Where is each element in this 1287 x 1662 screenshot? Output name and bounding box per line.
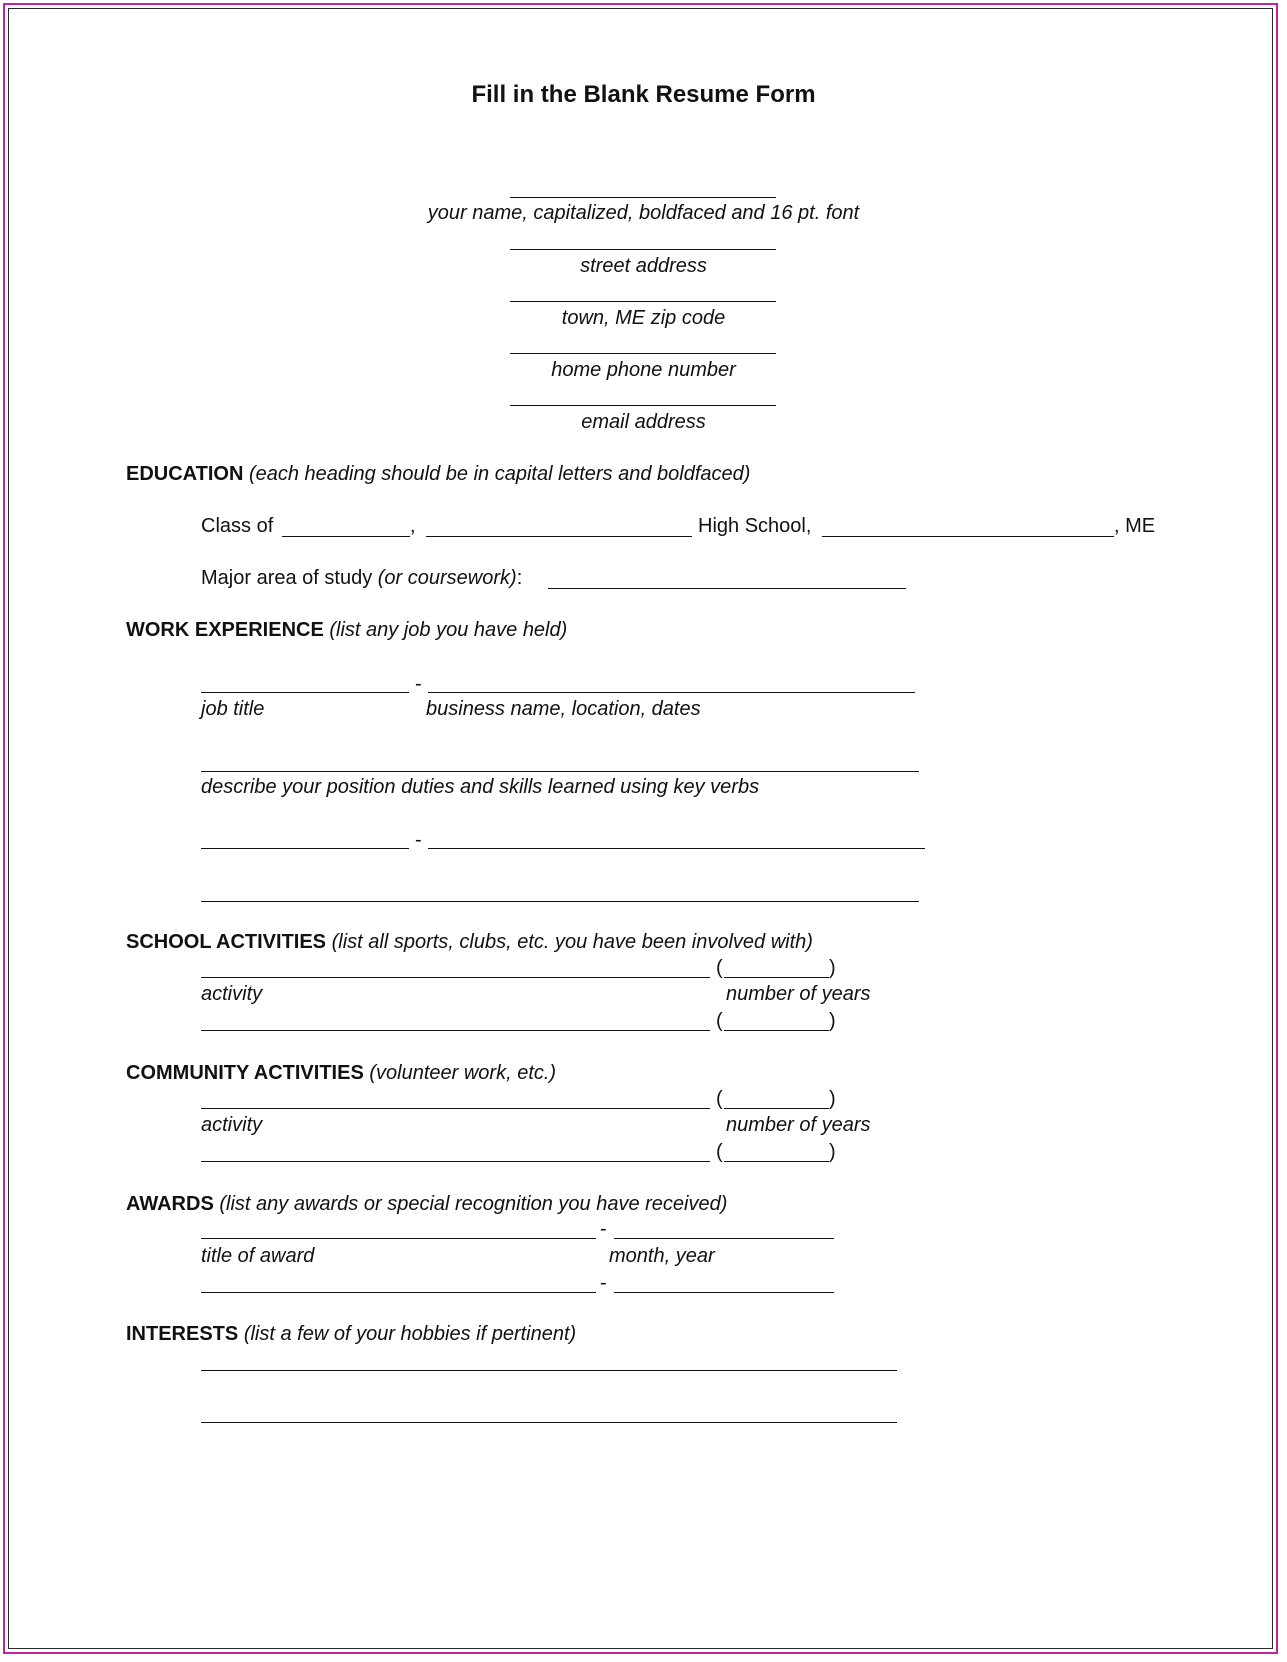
street-address-label: street address: [580, 255, 707, 277]
phone-label: home phone number: [551, 359, 736, 381]
major-note: (or coursework): [377, 567, 517, 589]
school-activities-note: (list all sports, clubs, etc. you have been involved with): [331, 931, 813, 953]
award-date-blank-1[interactable]: [614, 1238, 834, 1239]
email-label: email address: [581, 411, 706, 433]
community-activity-label: activity: [201, 1114, 263, 1136]
name-label: your name, capitalized, boldfaced and 16 pt. font: [427, 202, 860, 224]
education-heading-row: [126, 462, 750, 486]
high-school-name-blank[interactable]: [426, 536, 692, 537]
job-dash-2: -: [415, 829, 422, 851]
school-activities-heading: SCHOOL ACTIVITIES: [126, 931, 327, 953]
school-years-label: number of years: [726, 983, 871, 1005]
high-school-town-blank[interactable]: [822, 536, 1114, 537]
award-dash-1: -: [600, 1218, 607, 1240]
email-blank[interactable]: [510, 405, 776, 406]
community-activity-blank-2[interactable]: [201, 1161, 710, 1162]
community-heading-row: [126, 1061, 556, 1085]
phone-blank[interactable]: [510, 353, 776, 354]
award-title-label: title of award: [201, 1245, 315, 1267]
community-paren-open-2: (: [716, 1141, 723, 1163]
school-activity-blank-1[interactable]: [201, 977, 710, 978]
education-note: (each heading should be in capital letters and boldfaced): [248, 463, 751, 485]
school-paren-open-1: (: [716, 957, 723, 979]
name-blank[interactable]: [510, 197, 776, 198]
award-title-blank-2[interactable]: [201, 1292, 596, 1293]
major-blank[interactable]: [548, 588, 906, 589]
award-date-label: month, year: [609, 1245, 715, 1267]
awards-heading: AWARDS: [126, 1193, 214, 1215]
community-note: (volunteer work, etc.): [369, 1062, 557, 1084]
community-paren-open-1: (: [716, 1088, 723, 1110]
community-activity-blank-1[interactable]: [201, 1108, 710, 1109]
job-title-label: job title: [201, 698, 265, 720]
class-year-blank[interactable]: [282, 536, 410, 537]
class-of-label: Class of: [201, 515, 274, 537]
school-paren-open-2: (: [716, 1010, 723, 1032]
major-row: [201, 566, 522, 590]
describe-blank-1[interactable]: [201, 771, 919, 772]
business-blank-2[interactable]: [428, 848, 925, 849]
interests-blank-1[interactable]: [201, 1370, 897, 1371]
school-paren-close-1: ): [829, 957, 836, 979]
school-activity-label: activity: [201, 983, 263, 1005]
work-note: (list any job you have held): [329, 619, 568, 641]
high-school-label: High School,: [698, 515, 812, 537]
awards-heading-row: [126, 1192, 727, 1216]
interests-heading-row: [126, 1322, 576, 1346]
community-paren-close-2: ): [829, 1141, 836, 1163]
street-address-blank[interactable]: [510, 249, 776, 250]
school-paren-close-2: ): [829, 1010, 836, 1032]
community-years-blank-1[interactable]: [724, 1108, 829, 1109]
job-dash-1: -: [415, 673, 422, 695]
work-heading-row: [126, 618, 567, 642]
award-date-blank-2[interactable]: [614, 1292, 834, 1293]
community-paren-close-1: ): [829, 1088, 836, 1110]
award-title-blank-1[interactable]: [201, 1238, 596, 1239]
award-dash-2: -: [600, 1272, 607, 1294]
education-heading: EDUCATION: [126, 463, 244, 485]
awards-note: (list any awards or special recognition you have received): [219, 1193, 728, 1215]
form-title: Fill in the Blank Resume Form: [471, 81, 816, 108]
community-years-label: number of years: [726, 1114, 871, 1136]
job-title-blank-2[interactable]: [201, 848, 409, 849]
major-colon: :: [516, 567, 523, 589]
school-years-blank-2[interactable]: [724, 1030, 829, 1031]
work-heading: WORK EXPERIENCE: [126, 619, 324, 641]
school-years-blank-1[interactable]: [724, 977, 829, 978]
job-title-blank-1[interactable]: [201, 692, 409, 693]
describe-label: describe your position duties and skills learned using key verbs: [201, 776, 760, 798]
class-comma: ,: [410, 515, 416, 537]
town-zip-blank[interactable]: [510, 301, 776, 302]
school-activity-blank-2[interactable]: [201, 1030, 710, 1031]
describe-blank-2[interactable]: [201, 901, 919, 902]
interests-blank-2[interactable]: [201, 1422, 897, 1423]
interests-heading: INTERESTS: [126, 1323, 239, 1345]
business-label: business name, location, dates: [426, 698, 701, 720]
interests-note: (list a few of your hobbies if pertinent): [243, 1323, 577, 1345]
school-activities-heading-row: [126, 930, 813, 954]
community-years-blank-2[interactable]: [724, 1161, 829, 1162]
town-zip-label: town, ME zip code: [561, 307, 726, 329]
business-blank-1[interactable]: [428, 692, 915, 693]
major-label: Major area of study: [201, 567, 373, 589]
state-label: , ME: [1114, 515, 1156, 537]
community-heading: COMMUNITY ACTIVITIES: [126, 1062, 364, 1084]
